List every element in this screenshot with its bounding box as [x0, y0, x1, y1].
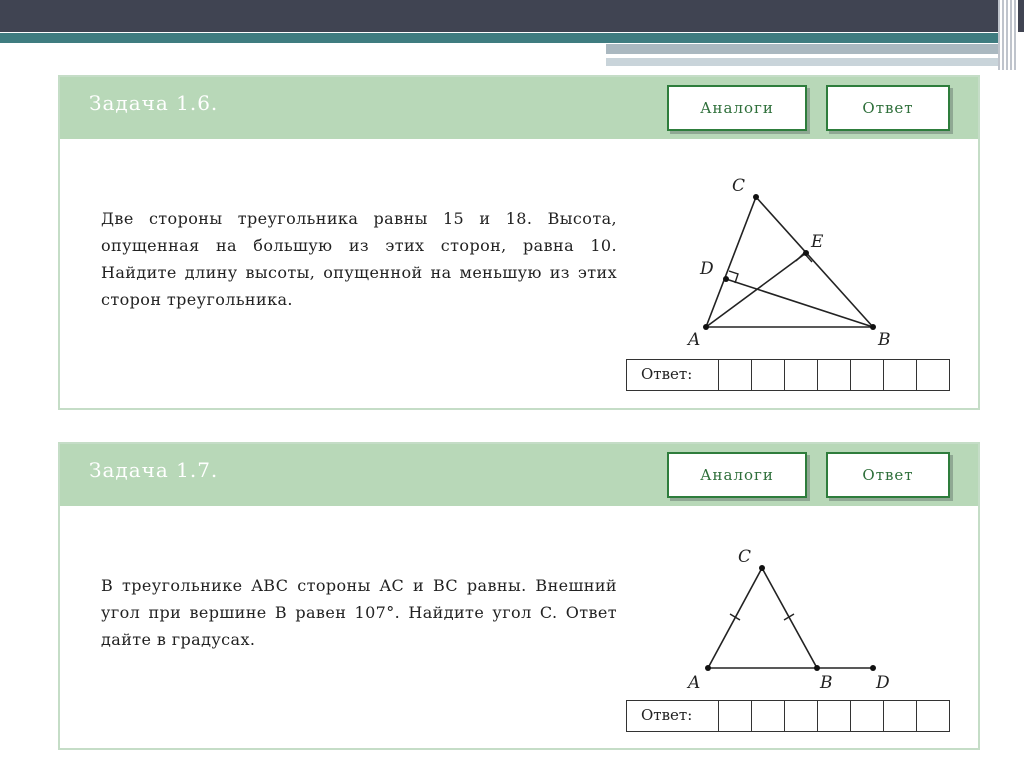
- answer-field[interactable]: [626, 359, 950, 391]
- label-B: B: [878, 330, 891, 350]
- problem-header: [60, 444, 978, 506]
- show-answer-button[interactable]: Ответ: [826, 452, 950, 498]
- answer-cell[interactable]: [884, 701, 917, 731]
- problem-statement: В треугольнике ABC стороны AC и BC равны. Внешний угол при вершине B равен 107°. Найдите угол C. Ответ дайте в градусах.: [101, 576, 617, 649]
- answer-cell[interactable]: [719, 360, 752, 390]
- triangle-figure: [680, 540, 920, 700]
- problem-card-1-6: [58, 75, 980, 410]
- answer-cell[interactable]: [917, 360, 949, 390]
- answer-cell[interactable]: [851, 360, 884, 390]
- label-E: E: [811, 232, 824, 252]
- answer-field[interactable]: [626, 700, 950, 732]
- label-C: C: [732, 176, 746, 196]
- answer-cell[interactable]: [719, 701, 752, 731]
- answer-cell[interactable]: [851, 701, 884, 731]
- triangle-figure: [680, 175, 900, 355]
- problem-statement: Две стороны треугольника равны 15 и 18. Высота, опущенная на большую из этих сторон, равна 10. Найдите длину высоты, опущенной на меньшую из этих сторон треугольника.: [101, 209, 617, 309]
- problem-title: Задача 1.6.: [89, 91, 219, 115]
- label-A: A: [688, 673, 701, 693]
- decor-stripe: [606, 44, 1000, 54]
- answer-cell[interactable]: [752, 701, 785, 731]
- slide-top-bar: [0, 0, 1024, 32]
- answer-cell[interactable]: [884, 360, 917, 390]
- answer-cell[interactable]: [818, 701, 851, 731]
- answer-cell[interactable]: [785, 701, 818, 731]
- label-A: A: [688, 330, 701, 350]
- label-B: B: [820, 673, 833, 693]
- answer-cell[interactable]: [785, 360, 818, 390]
- decor-stripe: [606, 58, 1000, 66]
- label-D: D: [700, 259, 714, 279]
- show-answer-button[interactable]: Ответ: [826, 85, 950, 131]
- analogs-button[interactable]: Аналоги: [667, 85, 807, 131]
- problem-title: Задача 1.7.: [89, 458, 219, 482]
- answer-field-label: Ответ:: [627, 701, 719, 731]
- answer-cell[interactable]: [818, 360, 851, 390]
- problem-card-1-7: [58, 442, 980, 750]
- answer-cell[interactable]: [752, 360, 785, 390]
- decor-stripe: [0, 33, 1000, 43]
- analogs-button[interactable]: Аналоги: [667, 452, 807, 498]
- decor-bars: [998, 0, 1018, 70]
- answer-field-label: Ответ:: [627, 360, 719, 390]
- problem-header: [60, 77, 978, 139]
- label-C: C: [738, 547, 752, 567]
- label-D: D: [876, 673, 890, 693]
- answer-cell[interactable]: [917, 701, 949, 731]
